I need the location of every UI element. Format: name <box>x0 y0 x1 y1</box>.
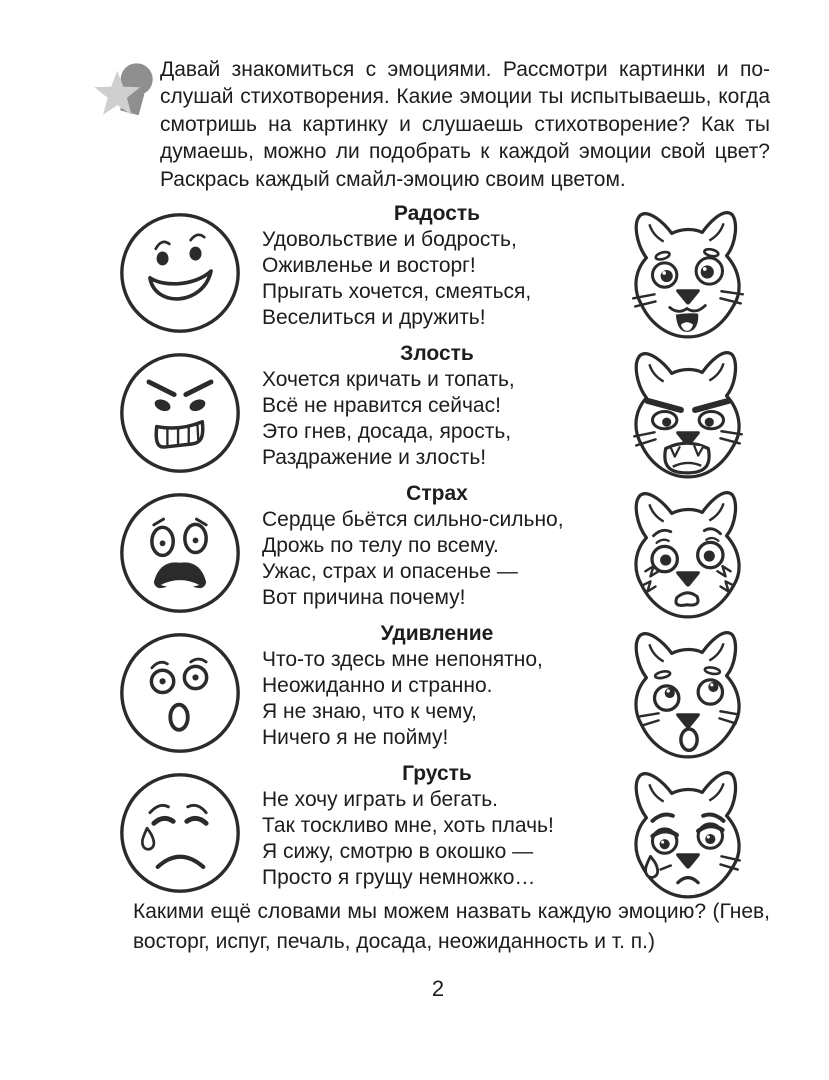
poem-line: Так тоскливо мне, хоть плачь! <box>262 814 554 837</box>
poem-line: Я не знаю, что к чему, <box>262 700 477 723</box>
poem-line: Неожиданно и странно. <box>262 674 493 697</box>
surprise-cat-icon <box>620 623 756 763</box>
outro-text <box>133 897 770 957</box>
anger-smiley-icon <box>117 350 243 476</box>
emotion-row-sadness <box>0 759 829 899</box>
emotion-row-surprise <box>0 619 829 759</box>
intro-line: смотришь на картинку и слушаешь стихотворение? Как ты <box>160 112 770 136</box>
poem-line: Сердце бьётся сильно-сильно, <box>262 508 564 531</box>
intro-line: слушай стихотворения. Какие эмоции ты испытываешь, когда <box>160 85 770 109</box>
sadness-cat-icon <box>620 763 756 903</box>
poem-line: Хочется кричать и топать, <box>262 368 515 391</box>
outro-line: восторг, испуг, печаль, досада, неожиданность и т. п.) <box>133 930 655 953</box>
poem-line: Это гнев, досада, ярость, <box>262 420 512 443</box>
joy-cat-icon <box>620 203 756 343</box>
poem-line: Ничего я не пойму! <box>262 726 449 749</box>
sadness-smiley-icon <box>117 770 243 896</box>
surprise-smiley-icon <box>117 630 243 756</box>
poem-line: Ужас, страх и опасенье — <box>262 560 518 583</box>
joy-smiley-icon <box>117 210 243 336</box>
poem-title: Удивление <box>380 622 494 645</box>
poem-line: Что-то здесь мне непонятно, <box>262 648 543 671</box>
poem-line: Веселиться и дружить! <box>262 306 486 329</box>
poem-sadness <box>262 761 612 891</box>
fear-cat-icon <box>620 483 756 623</box>
poem-title: Грусть <box>402 762 472 785</box>
emotion-rows <box>0 199 829 899</box>
poem-line: Всё не нравится сейчас! <box>262 394 501 417</box>
emotion-row-joy <box>0 199 829 339</box>
poem-line: Не хочу играть и бегать. <box>262 788 498 811</box>
poem-line: Прыгать хочется, смеяться, <box>262 280 532 303</box>
poem-line: Раздражение и злость! <box>262 446 487 469</box>
poem-title: Страх <box>406 482 468 505</box>
intro-section <box>92 56 770 193</box>
poem-line: Оживленье и восторг! <box>262 254 476 277</box>
poem-title: Радость <box>393 202 481 225</box>
intro-line: думаешь, можно ли подобрать к каждой эмоции свой цвет? <box>160 140 770 164</box>
poem-line: Дрожь по телу по всему. <box>262 534 499 557</box>
poem-surprise <box>262 621 612 751</box>
intro-text <box>160 56 770 193</box>
intro-line: Давай знакомиться с эмоциями. Рассмотри картинки и по- <box>160 58 770 81</box>
poem-joy <box>262 201 612 331</box>
anger-cat-icon <box>620 343 756 483</box>
emotion-row-anger <box>0 339 829 479</box>
outro-line: Какими ещё словами мы можем назвать каждую эмоцию? (Гнев, <box>133 900 770 923</box>
poem-line: Вот причина почему! <box>262 586 466 609</box>
page-number: 2 <box>431 976 445 1001</box>
poem-line: Просто я грущу немножко… <box>262 866 536 889</box>
poem-fear <box>262 481 612 611</box>
poem-line: Удовольствие и бодрость, <box>262 228 517 251</box>
poem-title: Злость <box>400 342 474 365</box>
poem-anger <box>262 341 612 471</box>
emotion-row-fear <box>0 479 829 619</box>
poem-line: Я сижу, смотрю в окошко — <box>262 840 534 863</box>
star-question-icon <box>92 58 160 124</box>
intro-line: Раскрась каждый смайл-эмоцию своим цветом. <box>160 167 626 191</box>
fear-smiley-icon <box>117 490 243 616</box>
